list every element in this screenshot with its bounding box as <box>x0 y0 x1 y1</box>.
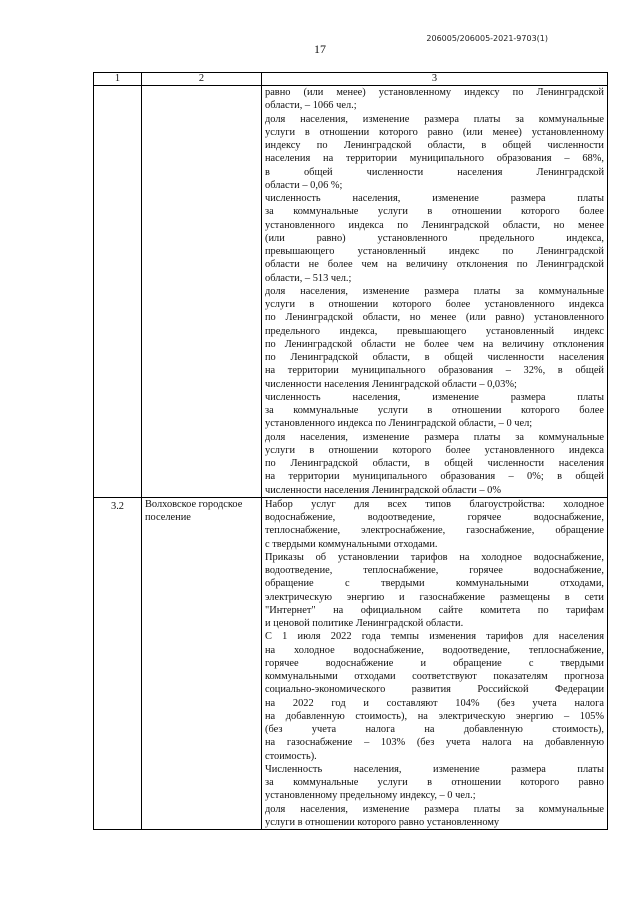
text-line: области, – 513 чел.; <box>265 272 352 284</box>
text-line: численность населения, изменение размера платы <box>265 193 604 204</box>
text-line: водоснабжение, водоотведение, горячее водоснабжение, <box>265 512 604 523</box>
text-line: на 2022 год и составляют 104% (без учета налога <box>265 697 604 709</box>
text-line: численности населения Ленинградской области – 0% <box>265 484 501 496</box>
text-line: горячее водоснабжение и обращение с твердыми <box>265 657 604 669</box>
text-line: Приказы об установлении тарифов на холодное водоснабжение, <box>265 551 604 563</box>
text-line: на добавленную стоимость), на электрическую энергию – 105% <box>265 710 604 722</box>
text-line: предельного индекса, превышающего установленный индекс <box>265 325 604 337</box>
text-line: (или равно) установленного предельного индекса, <box>265 232 604 244</box>
page-number: 17 <box>314 42 326 56</box>
text-line: превышающего установленный индекс по Ленинградской <box>265 246 604 257</box>
text-line: на территории муниципального образования – 0%; в общей <box>265 471 604 483</box>
text-line: численности населения Ленинградской области – 0,03%; <box>265 378 517 390</box>
text-line: по Ленинградской области, в общей численности населения <box>265 458 604 469</box>
text-line: области, – 1066 чел.; <box>265 100 357 112</box>
table-header-row <box>94 73 608 86</box>
text-line: водоотведение, теплоснабжение, горячее водоснабжение, <box>265 565 604 576</box>
text-line: Набор услуг для всех типов благоустройства: холодное <box>265 498 604 510</box>
text-line: услуги в отношении которого равно (или менее) установленному <box>265 126 604 138</box>
text-line: услуги в отношении которого равно установленному <box>265 816 500 828</box>
text-line: на холодное водоснабжение, водоотведение, теплоснабжение, <box>265 644 604 656</box>
text-line: "Интернет" на официальном сайте комитета по тарифам <box>265 604 604 616</box>
column-header-1: 1 <box>94 73 142 86</box>
column-header-3: 3 <box>262 73 608 86</box>
text-line: теплоснабжение, электроснабжение, газоснабжение, обращение <box>265 525 604 537</box>
text-line: установленного индекса по Ленинградской области, но менее <box>265 219 604 231</box>
row-text <box>262 86 608 498</box>
text-line: за коммунальные услуги в отношении которого более <box>265 206 604 218</box>
text-line: услуги в отношении которого более установленного индекса <box>265 444 604 456</box>
text-line: (без учета налога на добавленную стоимость), <box>265 724 604 735</box>
settlement-name <box>142 86 262 498</box>
text-line: и ценовой политике Ленинградской области. <box>265 618 464 629</box>
text-line: населения на территории муниципального образования – 68%, <box>265 153 604 165</box>
text-line: доля населения, изменение размера платы за коммунальные <box>265 803 604 815</box>
row-number: 3.2 <box>94 497 142 829</box>
text-line: области не более чем на величину отклонения по Ленинградской <box>265 259 604 271</box>
text-line: численность населения, изменение размера платы <box>265 391 604 403</box>
text-line: в общей численности населения Ленинградской <box>265 166 604 178</box>
column-header-2: 2 <box>142 73 262 86</box>
tariff-table <box>93 72 608 830</box>
text-line: С 1 июля 2022 года темпы изменения тарифов для населения <box>265 631 604 643</box>
text-line: доля населения, изменение размера платы за коммунальные <box>265 285 604 297</box>
table-row <box>94 497 608 829</box>
text-line: на газоснабжение – 103% (без учета налога на добавленную <box>265 737 604 749</box>
text-line: электрическую энергию и газоснабжение размещены в сети <box>265 591 604 603</box>
text-line: доля населения, изменение размера платы за коммунальные <box>265 113 604 125</box>
text-line: коммунальными отходами соответствуют показателям прогноза <box>265 671 604 682</box>
text-line: за коммунальные услуги в отношении которого более <box>265 405 604 416</box>
row-number <box>94 86 142 498</box>
text-line: по Ленинградской области, в общей численности населения <box>265 352 604 363</box>
text-line: области – 0,06 %; <box>265 179 343 191</box>
text-line: установленному предельному индексу, – 0 чел.; <box>265 790 476 802</box>
text-line: установленного индекса по Ленинградской области, – 0 чел; <box>265 418 533 430</box>
text-line: по Ленинградской области не более чем на величину отклонения <box>265 338 604 350</box>
text-line: услуги в отношении которого более установленного индекса <box>265 299 604 310</box>
text-line: стоимость). <box>265 750 317 762</box>
text-line: с твердыми коммунальными отходами. <box>265 538 438 550</box>
row-text <box>262 497 608 829</box>
document-id: 206005/206005-2021-9703(1) <box>426 34 548 43</box>
text-line: равно (или менее) установленному индексу по Ленинградской <box>265 87 604 98</box>
text-line: по Ленинградской области, но менее (или равно) установленного <box>265 312 604 324</box>
text-line: индексу по Ленинградской области, в общей численности <box>265 140 604 151</box>
text-line: доля населения, изменение размера платы за коммунальные <box>265 431 604 443</box>
text-line: за коммунальные услуги в отношении которого равно <box>265 777 604 788</box>
text-line: обращение с твердыми коммунальными отходами, <box>265 578 604 590</box>
text-line: на территории муниципального образования – 32%, в общей <box>265 365 604 377</box>
table-row <box>94 86 608 498</box>
text-line: Численность населения, изменение размера платы <box>265 763 604 775</box>
text-line: социально-экономического развития Российской Федерации <box>265 684 604 696</box>
settlement-name: Волховское городское поселение <box>142 497 262 829</box>
